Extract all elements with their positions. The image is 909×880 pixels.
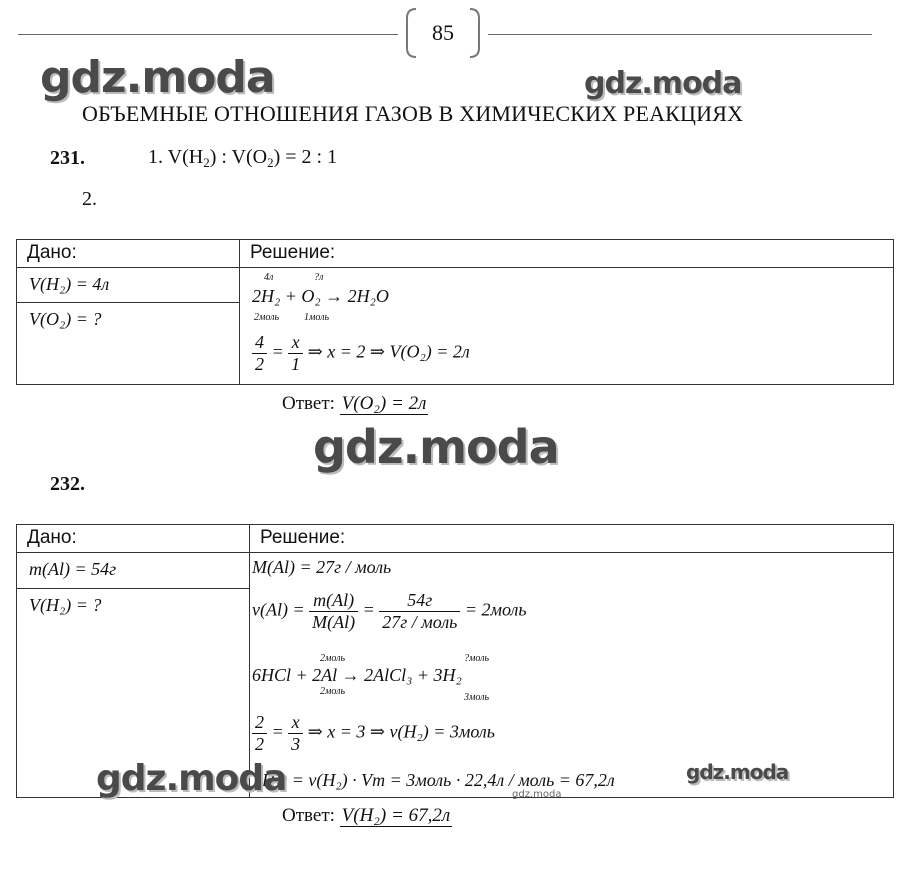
- answer-label: Ответ:: [282, 805, 335, 826]
- fraction: [379, 590, 460, 633]
- amount-result: = 2моль: [464, 599, 527, 620]
- answer-value: V(H₂) = 67,2л: [341, 805, 451, 826]
- watermark-logo: gdz.moda: [686, 760, 789, 784]
- problem-number-231: 231.: [50, 147, 85, 169]
- numerator: x: [288, 332, 303, 354]
- reaction-equation-232: 6HCl + 2Al → 2AlCl₃ + 3H₂: [252, 665, 462, 685]
- annotation-above-o2: ?л: [314, 272, 324, 283]
- answer-231: [282, 393, 428, 415]
- given-header: Дано:: [17, 240, 240, 268]
- annotation-above-al: 2моль: [320, 653, 346, 664]
- proportion-231: $\frac{4}{2}$ = $\frac{x}{1}$ ⇒ x = 2 ⇒ V(O₂) = 2л: [252, 332, 470, 375]
- fraction: [288, 332, 303, 375]
- amount-label: ν(Al) =: [252, 599, 305, 620]
- proportion-result: ⇒ x = 2 ⇒ V(O₂) = 2л: [307, 341, 470, 362]
- given-mass-al: m(Al) = 54г: [17, 553, 250, 589]
- answer-value: V(O₂) = 2л: [341, 393, 427, 414]
- numerator: 4: [252, 332, 267, 354]
- numerator: 2: [252, 712, 267, 734]
- annotation-above-h2: 4л: [264, 272, 274, 283]
- problem-number-232: 232.: [50, 473, 85, 495]
- fraction: [252, 332, 267, 375]
- subscript: 2: [267, 155, 274, 170]
- molar-mass-al: M(Al) = 27г / моль: [252, 557, 392, 577]
- given-volume-h2: V(H₂) = 4л: [17, 268, 240, 303]
- subscript: 2: [203, 155, 210, 170]
- solution-header: Решение:: [250, 525, 894, 553]
- watermark-logo: gdz.moda: [96, 758, 287, 799]
- numerator: 54г: [379, 590, 460, 612]
- numerator: x: [288, 712, 303, 734]
- amount-al-calc: ν(Al) = $\frac{m(Al)}{M(Al)}$ = $\frac{54г}{\text{27г / моль}}$ = 2моль: [252, 590, 527, 632]
- watermark-logo: gdz.moda: [40, 52, 275, 103]
- item-1-text: ) = 2 : 1: [273, 146, 338, 168]
- denominator: 1: [291, 354, 301, 374]
- annotation-above-h2: ?моль: [464, 653, 490, 664]
- annotation-below-o2: 1моль: [304, 312, 330, 323]
- annotation-below-h2: 3моль: [464, 692, 490, 703]
- fraction: [309, 590, 358, 633]
- section-heading: ОБЪЕМНЫЕ ОТНОШЕНИЯ ГАЗОВ В ХИМИЧЕСКИХ РЕАКЦИЯХ: [82, 101, 744, 126]
- solution-header: Решение:: [240, 240, 894, 268]
- annotation-below-h2: 2моль: [254, 312, 280, 323]
- item-1-ratio: [148, 146, 337, 169]
- denominator: 2: [255, 734, 264, 754]
- reaction-equation-231: 2H₂ + O₂ → 2H₂O: [252, 286, 389, 306]
- denominator: M(Al): [312, 612, 356, 632]
- given-header: Дано:: [17, 525, 250, 553]
- proportion-232: $\frac{2}{2}$ = $\frac{x}{3}$ ⇒ x = 3 ⇒ ν(H₂) = 3моль: [252, 712, 495, 755]
- fraction: [252, 712, 267, 755]
- watermark-logo: gdz.moda: [584, 66, 742, 101]
- given-unknown-o2: V(O₂) = ?: [17, 303, 240, 385]
- page-number-box: [404, 6, 482, 60]
- numerator: m(Al): [309, 590, 358, 612]
- watermark-small: gdz.moda: [512, 789, 562, 800]
- denominator: 3: [291, 734, 301, 754]
- answer-232: [282, 805, 452, 827]
- top-rule-left: [18, 34, 398, 35]
- item-2-label: 2.: [82, 188, 97, 210]
- denominator: 2: [255, 354, 264, 374]
- solution-table-232: [16, 524, 894, 798]
- fraction: [288, 712, 303, 755]
- watermark-logo: gdz.moda: [313, 420, 559, 474]
- denominator: 27г / моль: [382, 612, 458, 632]
- item-1-text: ) : V(O: [209, 146, 268, 168]
- given-unknown-h2: V(H₂) = ?: [17, 589, 250, 798]
- page-number: 85: [432, 20, 454, 45]
- top-rule-right: [488, 34, 872, 35]
- item-1-text: 1. V(H: [148, 146, 204, 168]
- annotation-below-al: 2моль: [320, 686, 346, 697]
- proportion-result: ⇒ x = 3 ⇒ ν(H₂) = 3моль: [307, 721, 495, 742]
- answer-label: Ответ:: [282, 393, 335, 414]
- volume-h2-calc: (H₂) = ν(H₂) · Vm = 3моль · 22,4л / моль = 67,2л: [256, 770, 615, 790]
